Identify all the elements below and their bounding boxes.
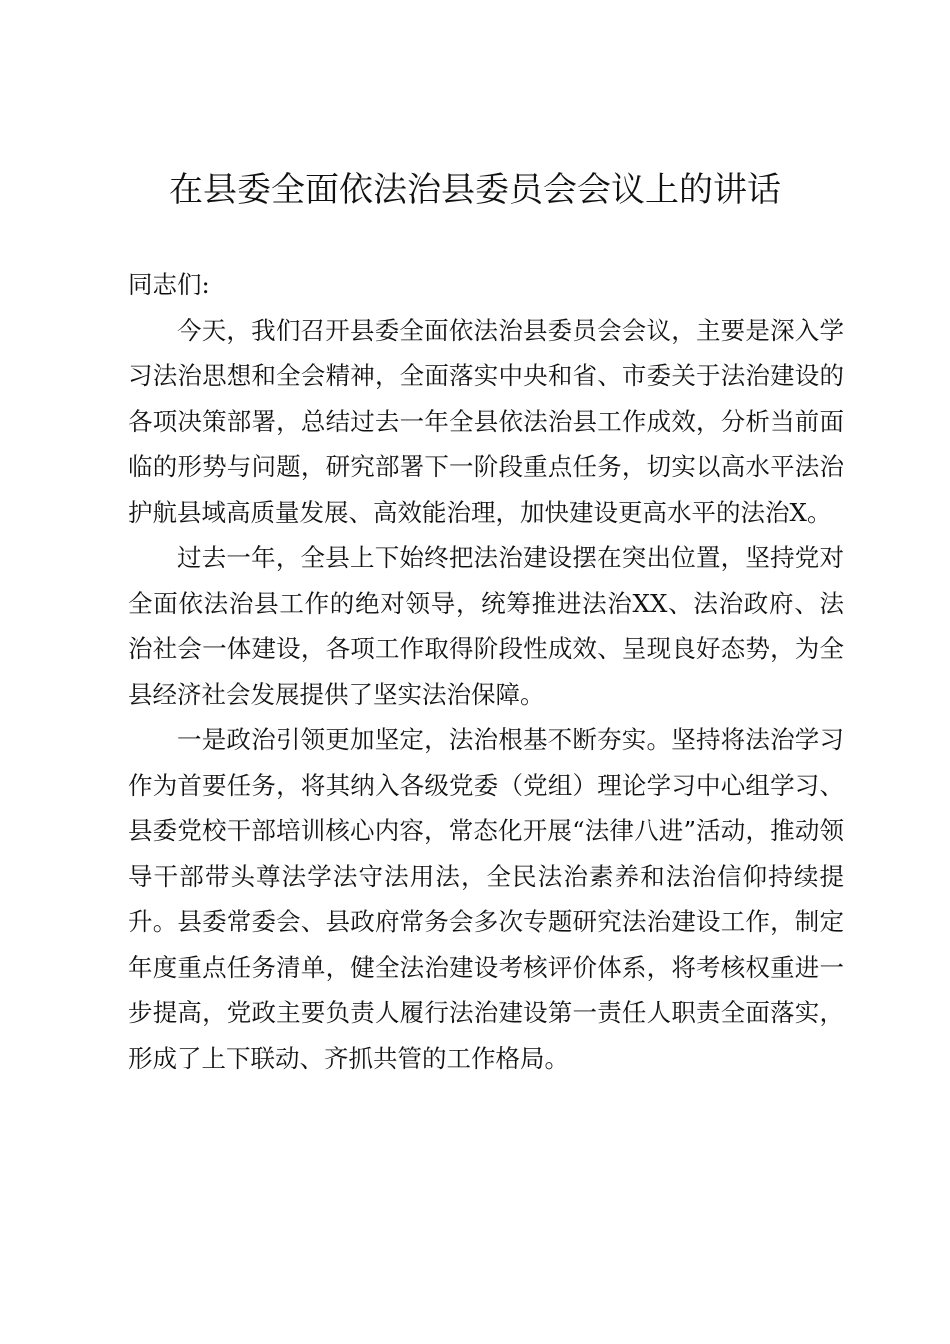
document-title: 在县委全面依法治县委员会会议上的讲话 <box>169 170 781 210</box>
document-body <box>128 262 844 1081</box>
paragraph-review: 过去一年，全县上下始终把法治建设摆在突出位置，坚持党对全面依法治县工作的绝对领导，统筹推进法治XX、法治政府、法治社会一体建设，各项工作取得阶段性成效、呈现良好态势，为全县经济社会发展提供了坚实法治保障。 <box>128 543 844 709</box>
salutation: 同志们: <box>128 270 210 299</box>
paragraph-intro: 今天，我们召开县委全面依法治县委员会会议，主要是深入学习法治思想和全会精神，全面落实中央和省、市委关于法治建设的各项决策部署，总结过去一年全县依法治县工作成效，分析当前面临的形势与问题，研究部署下一阶段重点任务，切实以高水平法治护航县域高质量发展、高效能治理，加快建设更高水平的法治X。 <box>128 315 844 527</box>
paragraph-point-one: 一是政治引领更加坚定，法治根基不断夯实。坚持将法治学习作为首要任务，将其纳入各级党委（党组）理论学习中心组学习、县委党校干部培训核心内容，常态化开展“法律八进”活动，推动领导干部带头尊法学法守法用法，全民法治素养和法治信仰持续提升。县委常委会、县政府常务会多次专题研究法治建设工作，制定年度重点任务清单，健全法治建设考核评价体系，将考核权重进一步提高，党政主要负责人履行法治建设第一责任人职责全面落实，形成了上下联动、齐抓共管的工作格局。 <box>128 725 844 1073</box>
